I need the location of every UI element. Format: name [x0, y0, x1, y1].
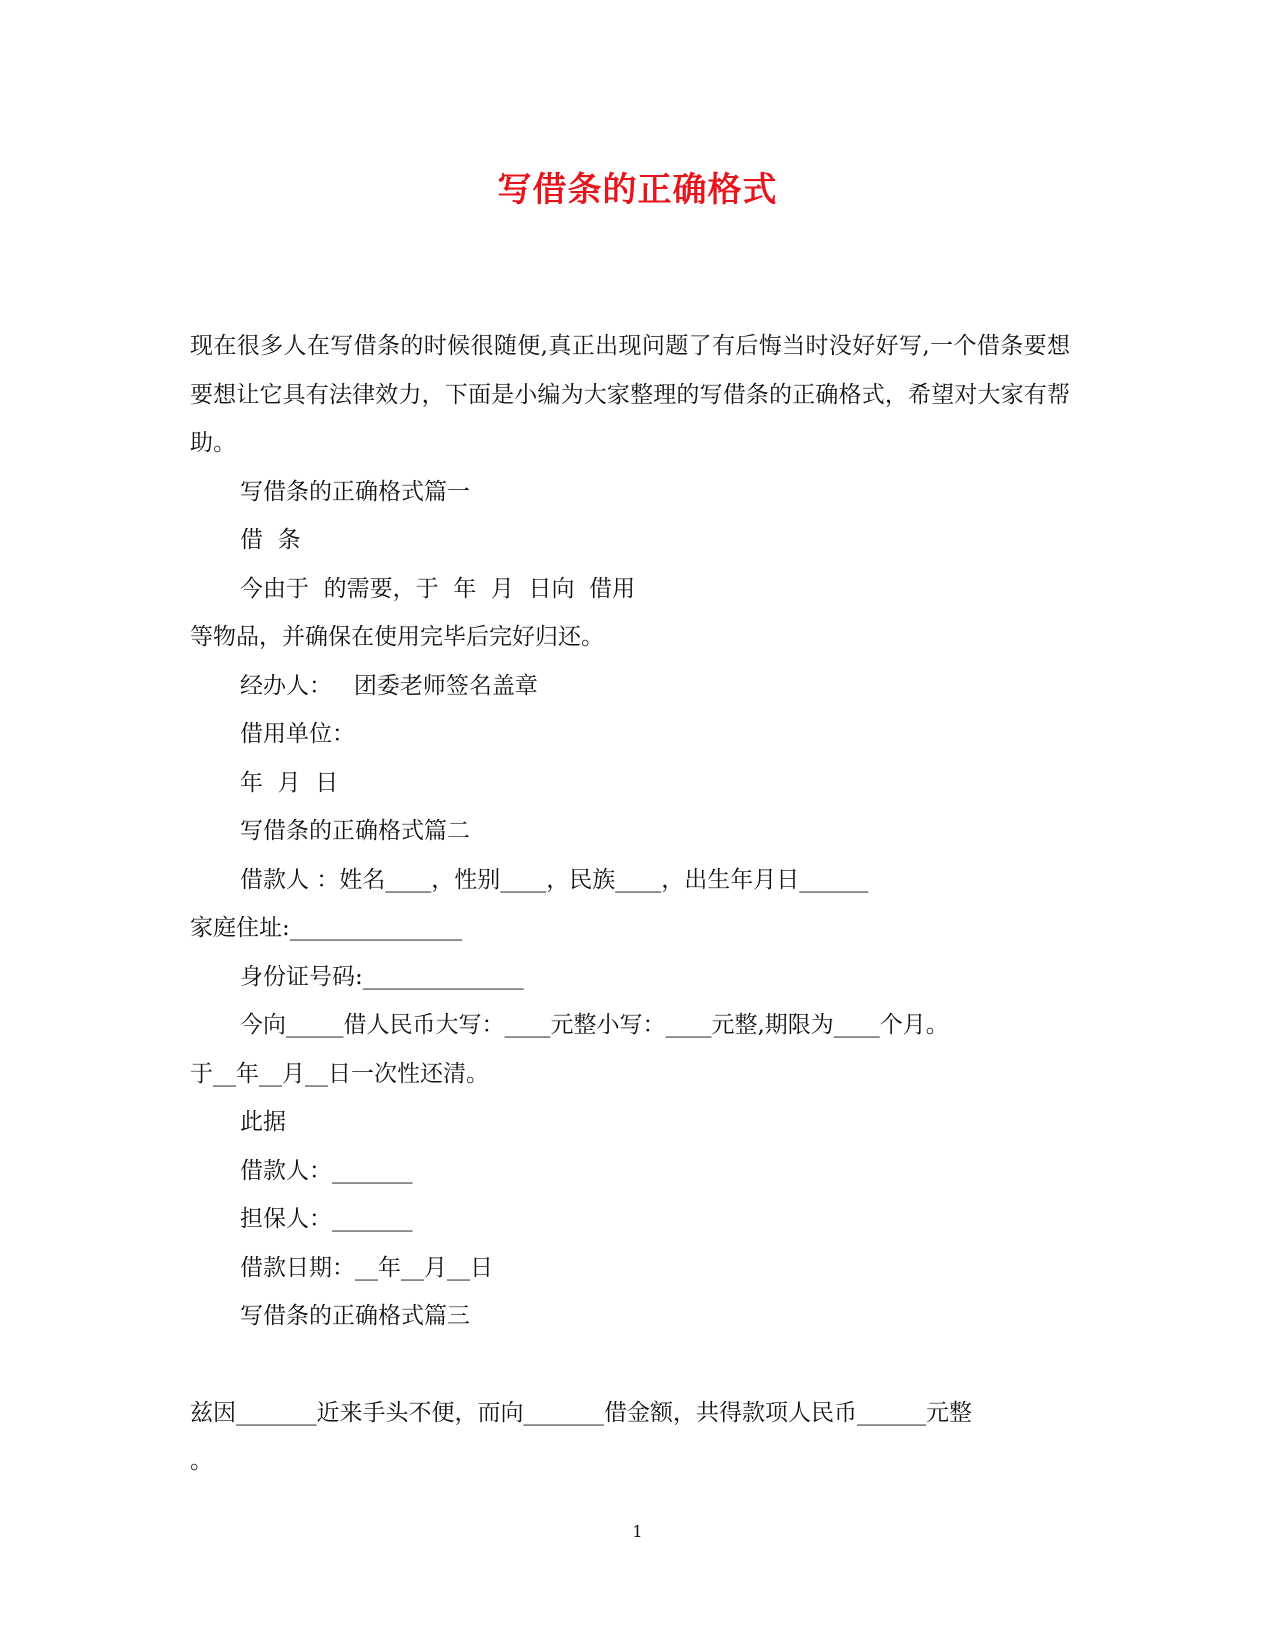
document-title: 写借条的正确格式 — [497, 170, 778, 210]
receipt-statement: 此据 — [240, 1109, 286, 1135]
section-heading-1: 写借条的正确格式篇一 — [240, 478, 470, 505]
intro-paragraph: 现在很多人在写借条的时候很随便,真正出现问题了有后悔当时没好好写,一个借条要想要想让它具有法律效力，下面是小编为大家整理的写借条的正确格式，希望对大家有帮助。 — [190, 333, 1070, 456]
borrowing-unit-line: 借用单位： — [240, 721, 355, 747]
page-number: 1 — [632, 1522, 643, 1541]
note-line: 今由于 的需要，于 年 月 日向 借用 — [240, 575, 636, 602]
handler-line: 经办人： 团委老师签名盖章 — [240, 672, 538, 699]
note-line: 等物品，并确保在使用完毕后完好归还。 — [190, 624, 604, 650]
guarantor-signature-line: 担保人：_______ — [240, 1206, 413, 1232]
loan-date-line: 借款日期：__年__月__日 — [240, 1254, 493, 1281]
address-line: 家庭住址:_______________ — [190, 915, 463, 941]
section-heading-3: 写借条的正确格式篇三 — [240, 1303, 470, 1329]
id-number-line: 身份证号码:______________ — [240, 963, 524, 990]
loan-amount-line: 今向_____借人民币大写：____元整小写：____元整,期限为____个月。 — [240, 1012, 949, 1038]
note-title: 借 条 — [240, 527, 301, 553]
repayment-line: 于__年__月__日一次性还清。 — [190, 1060, 489, 1087]
reason-line: 兹因_______近来手头不便，而向_______借金额，共得款项人民币______元整 — [190, 1399, 972, 1426]
date-line: 年 月 日 — [240, 769, 339, 796]
document-body — [190, 322, 1070, 1486]
borrower-info-line: 借款人 ：姓名____，性别____，民族____，出生年月日______ — [240, 866, 869, 893]
paragraph-gap — [190, 1341, 1070, 1389]
trailing-period: 。 — [190, 1448, 213, 1474]
section-heading-2: 写借条的正确格式篇二 — [240, 818, 470, 844]
borrower-signature-line: 借款人：_______ — [240, 1157, 413, 1184]
